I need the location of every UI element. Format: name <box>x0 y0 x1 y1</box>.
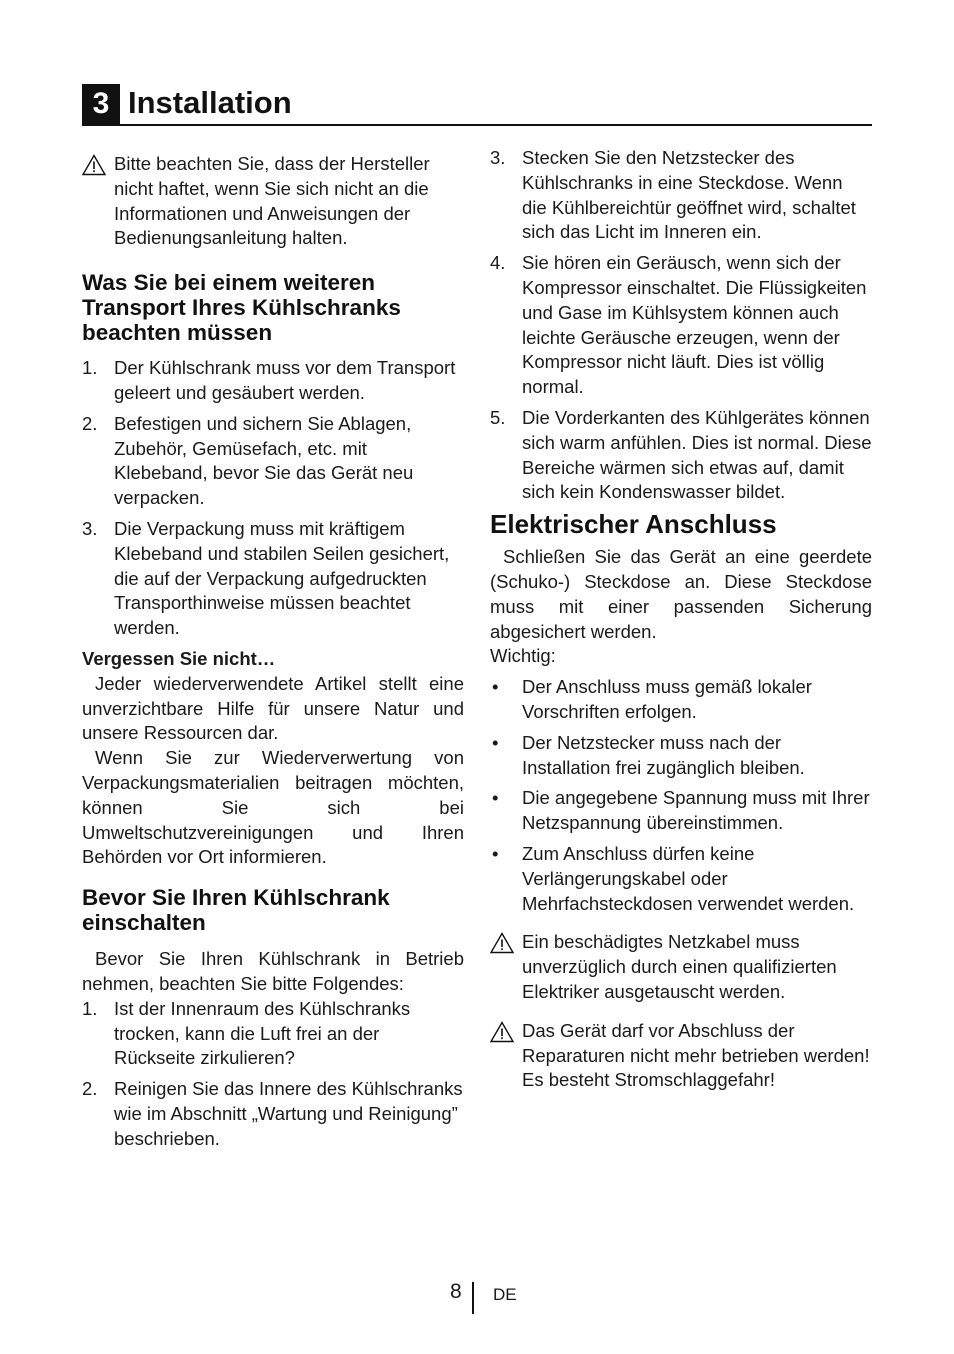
list-item <box>82 1077 464 1151</box>
list-item <box>490 251 872 400</box>
transport-heading: Was Sie bei einem weiteren Transport Ihres Kühlschranks beachten müssen <box>82 270 401 346</box>
left-column <box>82 146 464 1152</box>
warning-triangle-icon <box>82 154 106 176</box>
list-item <box>82 412 464 511</box>
language-code: DE <box>493 1285 517 1304</box>
warning-cable <box>490 930 872 1004</box>
list-number: 3. <box>82 517 98 539</box>
list-number: 1. <box>82 357 98 379</box>
list-number: 1. <box>82 997 98 1019</box>
list-text: Befestigen und sichern Sie Ablagen, Zubehör, Gemüsefach, etc. mit Klebeband, bevor Sie das Gerät neu verpacken. <box>114 412 414 509</box>
list-number: 2. <box>82 412 98 434</box>
warning-intro <box>82 152 464 251</box>
chapter-header <box>82 82 872 126</box>
list-item <box>490 146 872 245</box>
page-number: 8 <box>450 1280 462 1303</box>
list-number: 4. <box>490 252 506 274</box>
list-item <box>82 517 464 641</box>
warning-triangle-icon <box>490 932 514 954</box>
list-text: Sie hören ein Geräusch, wenn sich der Kompressor einschaltet. Die Flüssigkeiten und Gase im Kühlsystem können auch leichte Geräusche erzeugen, wenn der Kompressor nicht läuft. Dies ist völlig normal. <box>522 252 867 398</box>
list-item <box>490 786 872 836</box>
warning-cable-text: Ein beschädigtes Netzkabel muss unverzüglich durch einen qualifizierten Elektriker ausgetauscht werden. <box>522 931 837 1002</box>
list-number: 5. <box>490 406 506 428</box>
list-number: 2. <box>82 1078 98 1100</box>
before-list <box>82 997 464 1152</box>
before-heading: Bevor Sie Ihren Kühlschrank einschalten <box>82 885 390 936</box>
list-text: Die Vorderkanten des Kühlgerätes können sich warm anfühlen. Dies ist normal. Diese Bereiche wärmen sich etwas auf, damit sich kein Kondenswasser bildet. <box>522 406 872 503</box>
electric-bullets <box>490 675 872 916</box>
bullet-mark: • <box>492 842 499 864</box>
list-text: Der Anschluss muss gemäß lokaler Vorschriften erfolgen. <box>522 676 812 722</box>
bullet-mark: • <box>492 787 499 809</box>
footer-divider <box>472 1282 474 1314</box>
list-text: Die angegebene Spannung muss mit Ihrer Netzspannung übereinstimmen. <box>522 787 870 834</box>
list-text: Reinigen Sie das Innere des Kühlschranks wie im Abschnitt „Wartung und Reinigung” beschrieben. <box>114 1078 463 1149</box>
electric-heading: Elektrischer Anschluss <box>490 509 777 540</box>
warning-triangle-icon <box>490 1021 514 1043</box>
list-number: 3. <box>490 147 506 168</box>
chapter-number: 3 <box>82 84 120 124</box>
before-list-continued <box>490 146 872 505</box>
list-item <box>490 842 872 916</box>
warning-repair <box>490 1019 872 1093</box>
important-label: Wichtig: <box>490 645 556 667</box>
list-text: Zum Anschluss dürfen keine Verlängerungskabel oder Mehrfachsteckdosen verwendet werden. <box>522 842 855 914</box>
list-item <box>490 731 872 781</box>
list-item <box>490 406 872 505</box>
list-item <box>82 356 464 406</box>
bullet-mark: • <box>492 676 499 698</box>
forget-paragraph-2: Wenn Sie zur Wiederverwertung von Verpackungsmaterialien beitragen möchten, können Sie sich bei Umweltschutzvereinigungen und Ihren Behörden vor Ort informieren. <box>82 747 464 868</box>
forget-paragraph-1: Jeder wiederverwendete Artikel stellt eine unverzichtbare Hilfe für unsere Natur und unsere Ressourcen dar. <box>82 672 464 744</box>
list-text: Der Kühlschrank muss vor dem Transport geleert und gesäubert werden. <box>114 357 456 403</box>
before-intro: Bevor Sie Ihren Kühlschrank in Betrieb nehmen, beachten Sie bitte Folgendes: <box>82 948 464 994</box>
list-text: Die Verpackung muss mit kräftigem Klebeband und stabilen Seilen gesichert, die auf der Verpackung aufgedruckten Transporthinweise müssen beachtet werden. <box>114 517 450 639</box>
list-text: Der Netzstecker muss nach der Installation frei zugänglich bleiben. <box>522 731 805 778</box>
warning-intro-text: Bitte beachten Sie, dass der Hersteller nicht haftet, wenn Sie sich nicht an die Informationen und Anweisungen der Bedienungsanleitung halten. <box>114 153 430 249</box>
list-text: Ist der Innenraum des Kühlschranks trocken, kann die Luft frei an der Rückseite zirkulieren? <box>114 997 411 1069</box>
electric-paragraph: Schließen Sie das Gerät an eine geerdete (Schuko-) Steckdose an. Diese Steckdose muss mit einer passenden Sicherung abgesichert werden. <box>490 546 872 642</box>
warning-repair-text: Das Gerät darf vor Abschluss der Reparaturen nicht mehr betrieben werden! Es besteht Stromschlaggefahr! <box>522 1019 870 1091</box>
chapter-title: Installation <box>128 85 292 120</box>
bullet-mark: • <box>492 731 499 753</box>
transport-list <box>82 356 464 641</box>
list-text: Stecken Sie den Netzstecker des Kühlschranks in eine Steckdose. Wenn die Kühlbereichtür geöffnet wird, schaltet sich das Licht im Inneren ein. <box>522 147 856 243</box>
forget-heading: Vergessen Sie nicht… <box>82 647 276 669</box>
list-item <box>82 997 464 1071</box>
right-column <box>490 146 872 1093</box>
list-item <box>490 675 872 725</box>
